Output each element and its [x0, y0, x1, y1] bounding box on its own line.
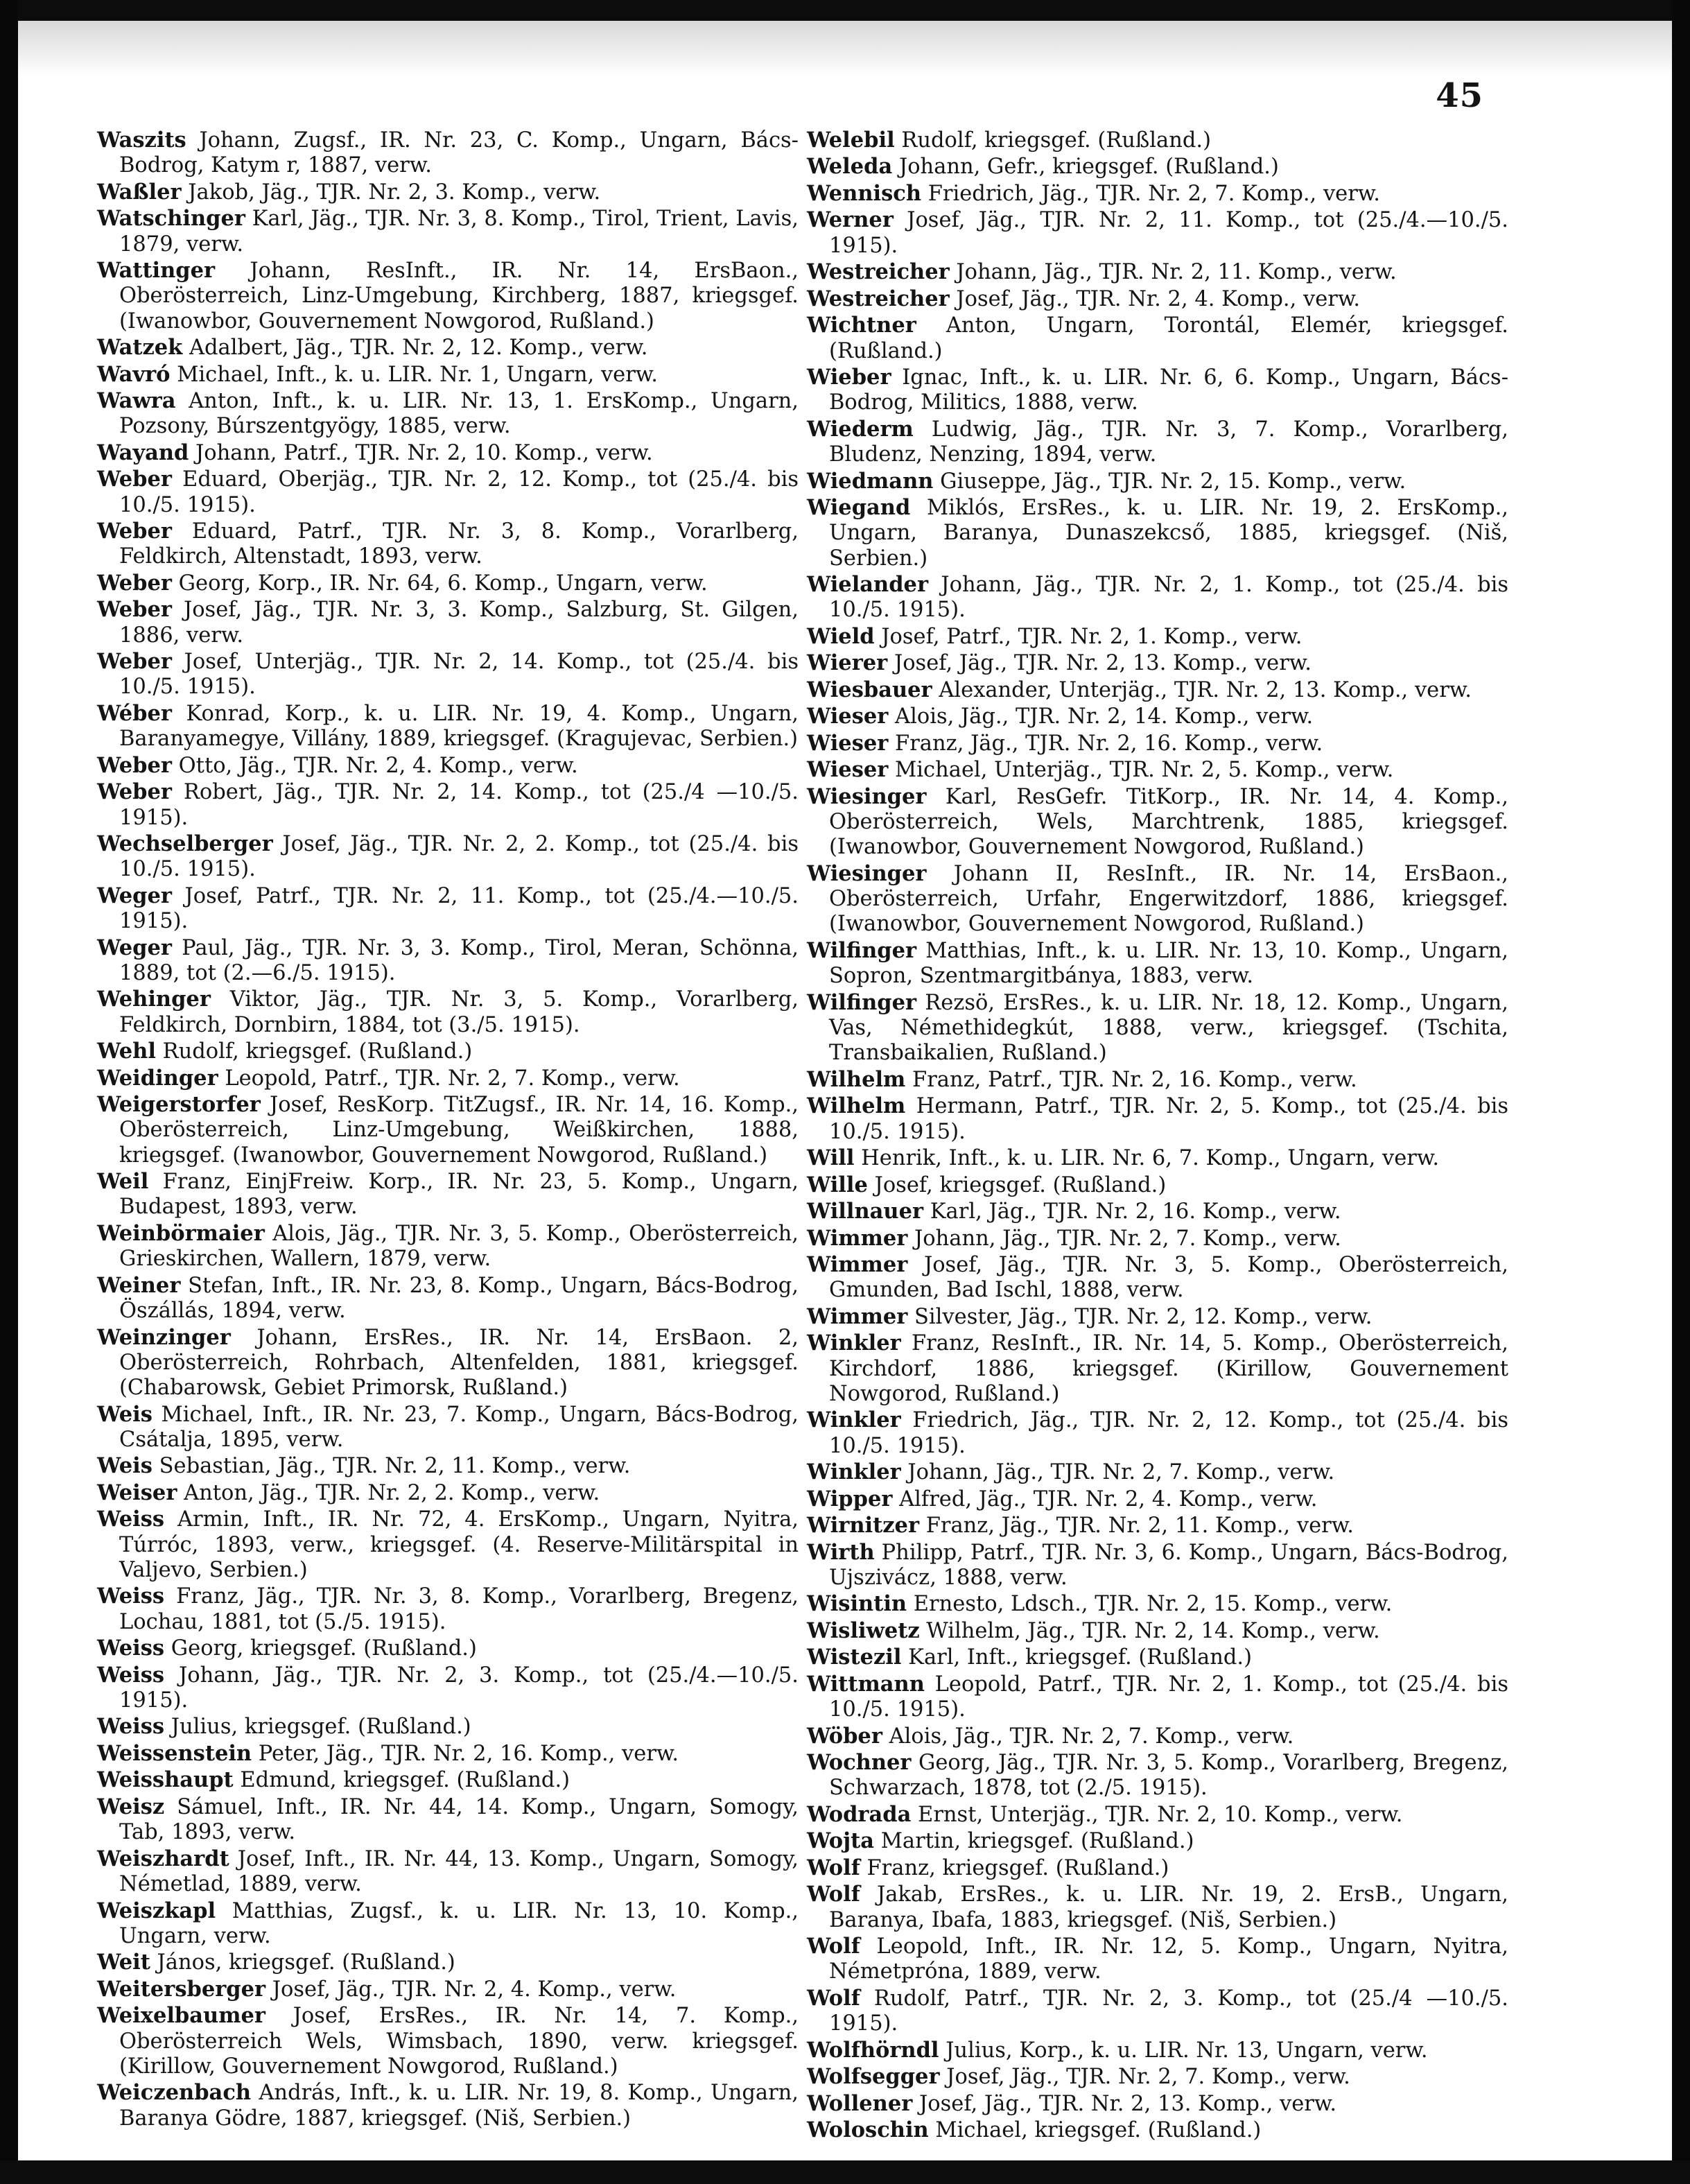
- entry-details: Franz, Patrf., TJR. Nr. 2, 16. Komp., verw.: [905, 1067, 1357, 1092]
- entry-details: Alfred, Jäg., TJR. Nr. 2, 4. Komp., verw.: [892, 1487, 1318, 1511]
- scan-border-bottom: [0, 2160, 1690, 2184]
- entry-details: Josef, kriegsgef. (Rußland.): [867, 1172, 1167, 1197]
- entry-surname: Wojta: [807, 1828, 874, 1854]
- list-item: [807, 1093, 1508, 1145]
- entry-details: Karl, Inft., kriegsgef. (Rußland.): [901, 1645, 1252, 1670]
- entry-details: Friedrich, Jäg., TJR. Nr. 2, 12. Komp., tot (25./4. bis 10./5. 1915).: [829, 1408, 1508, 1458]
- list-item: [97, 753, 799, 779]
- entry-details: Josef, Jäg., TJR. Nr. 2, 13. Komp., verw.: [887, 651, 1312, 676]
- list-item: [97, 597, 799, 648]
- list-item: [97, 335, 799, 361]
- list-item: [807, 1802, 1508, 1828]
- entry-surname: Wisliwetz: [807, 1618, 920, 1643]
- list-item: [807, 1407, 1508, 1459]
- list-item: [807, 1172, 1508, 1198]
- scan-border-right: [1672, 0, 1690, 2184]
- list-item: [97, 1402, 799, 1453]
- entry-surname: Wieser: [807, 730, 889, 756]
- list-item: [807, 784, 1508, 860]
- entry-surname: Weleda: [807, 154, 893, 180]
- entry-details: Johann, Jäg., TJR. Nr. 2, 3. Komp., tot (25./4.—10./5. 1915).: [119, 1663, 799, 1713]
- list-item: [807, 1986, 1508, 2037]
- list-item: [807, 1750, 1508, 1801]
- entry-details: Armin, Inft., IR. Nr. 72, 4. ErsKomp., Ungarn, Nyitra, Túrróc, 1893, verw., kriegsgef. (4. Reserve-Militärspital in Valjevo, Serbien.): [119, 1507, 799, 1582]
- list-item: [807, 154, 1508, 180]
- entry-surname: Weinbörmaier: [97, 1220, 265, 1246]
- entry-details: Ernesto, Ldsch., TJR. Nr. 2, 15. Komp., verw.: [907, 1592, 1393, 1617]
- entry-surname: Weinzinger: [97, 1324, 231, 1350]
- entry-details: Hermann, Patrf., TJR. Nr. 2, 5. Komp., tot (25./4. bis 10./5. 1915).: [829, 1094, 1508, 1144]
- entry-details: Paul, Jäg., TJR. Nr. 3, 3. Komp., Tirol, Meran, Schönna, 1889, tot (2.—6./5. 1915).: [119, 935, 799, 985]
- list-item: [807, 1724, 1508, 1749]
- entry-details: Josef, Patrf., TJR. Nr. 2, 1. Komp., verw.: [874, 624, 1303, 649]
- entry-surname: Westreicher: [807, 286, 950, 311]
- entry-surname: Weber: [97, 519, 172, 544]
- entry-surname: Wilhelm: [807, 1093, 906, 1119]
- entry-details: Johann, Zugsf., IR. Nr. 23, C. Komp., Ungarn, Bács-Bodrog, Katym r, 1887, verw.: [119, 128, 799, 178]
- list-item: [807, 624, 1508, 650]
- entry-surname: Wolf: [807, 1985, 860, 2011]
- entry-surname: Wittmann: [807, 1671, 925, 1697]
- list-item: [807, 1855, 1508, 1881]
- entry-surname: Wisintin: [807, 1591, 907, 1617]
- entry-details: Josef, Jäg., TJR. Nr. 3, 5. Komp., Oberösterreich, Gmunden, Bad Ischl, 1888, verw.: [829, 1253, 1508, 1303]
- entry-surname: Wawra: [97, 388, 176, 414]
- entry-surname: Weber: [97, 597, 172, 623]
- entry-details: Franz, Jäg., TJR. Nr. 2, 16. Komp., verw.: [888, 731, 1323, 756]
- right-column: [807, 128, 1508, 2144]
- list-item: [97, 1663, 799, 1714]
- list-item: [97, 467, 799, 518]
- list-item: [807, 1591, 1508, 1617]
- list-item: [97, 1794, 799, 1846]
- entry-surname: Wöber: [807, 1723, 882, 1749]
- list-item: [97, 1846, 799, 1898]
- entry-details: Franz, ResInft., IR. Nr. 14, 5. Komp., Oberösterreich, Kirchdorf, 1886, kriegsgef. (Kirillow, Gouvernement Nowgorod, Rußland.): [829, 1331, 1508, 1406]
- entry-surname: Weiner: [97, 1272, 181, 1298]
- list-item: [97, 440, 799, 466]
- entry-surname: Weis: [97, 1453, 153, 1479]
- entry-details: Jakob, Jäg., TJR. Nr. 2, 3. Komp., verw.: [181, 180, 601, 205]
- entry-details: Leopold, Patrf., TJR. Nr. 2, 1. Komp., tot (25./4. bis 10./5. 1915).: [829, 1672, 1508, 1722]
- entry-details: Josef, ResKorp. TitZugsf., IR. Nr. 14, 16. Komp., Oberösterreich, Linz-Umgebung, Weißkirchen, 1888, kriegsgef. (Iwanowbor, Gouvernement Nowgorod, Rußland.): [119, 1093, 799, 1168]
- entry-details: Karl, Jäg., TJR. Nr. 2, 16. Komp., verw.: [923, 1199, 1341, 1224]
- list-item: [807, 650, 1508, 676]
- entry-surname: Wayand: [97, 440, 189, 465]
- list-item: [97, 1584, 799, 1635]
- list-item: [807, 1459, 1508, 1485]
- entry-surname: Winkler: [807, 1331, 901, 1356]
- list-item: [807, 1618, 1508, 1644]
- list-item: [807, 1304, 1508, 1330]
- list-item: [807, 1513, 1508, 1539]
- entry-surname: Woloschin: [807, 2117, 929, 2143]
- entry-details: Johann, Jäg., TJR. Nr. 2, 7. Komp., verw.: [900, 1460, 1335, 1485]
- list-item: [807, 365, 1508, 416]
- entry-details: Johann, Patrf., TJR. Nr. 2, 10. Komp., verw.: [189, 440, 653, 465]
- list-item: [807, 1067, 1508, 1093]
- entry-details: Giuseppe, Jäg., TJR. Nr. 2, 15. Komp., verw.: [933, 469, 1406, 494]
- entry-details: Sebastian, Jäg., TJR. Nr. 2, 11. Komp., verw.: [152, 1454, 631, 1479]
- entry-surname: Weber: [97, 467, 172, 492]
- entry-details: Peter, Jäg., TJR. Nr. 2, 16. Komp., verw.: [252, 1741, 679, 1766]
- list-item: [97, 1950, 799, 1975]
- entry-details: Alois, Jäg., TJR. Nr. 3, 5. Komp., Oberösterreich, Grieskirchen, Wallern, 1879, verw.: [119, 1221, 799, 1272]
- entry-details: Josef, Patrf., TJR. Nr. 2, 11. Komp., tot (25./4.—10./5. 1915).: [119, 883, 799, 934]
- entry-details: Josef, Jäg., TJR. Nr. 2, 4. Komp., verw.: [265, 1977, 677, 2002]
- entry-details: Rudolf, Patrf., TJR. Nr. 2, 3. Komp., tot (25./4 —10./5. 1915).: [829, 1986, 1508, 2036]
- entry-details: Josef, Jäg., TJR. Nr. 2, 2. Komp., tot (25./4. bis 10./5. 1915).: [119, 832, 799, 882]
- entry-details: János, kriegsgef. (Rußland.): [150, 1950, 455, 1975]
- list-item: [807, 1331, 1508, 1407]
- entry-surname: Wehinger: [97, 987, 211, 1012]
- entry-details: Franz, Jäg., TJR. Nr. 2, 11. Komp., verw.: [919, 1514, 1354, 1539]
- entry-details: Sámuel, Inft., IR. Nr. 44, 14. Komp., Ungarn, Somogy, Tab, 1893, verw.: [119, 1794, 799, 1845]
- entry-details: Johann, ErsRes., IR. Nr. 14, ErsBaon. 2, Oberösterreich, Rohrbach, Altenfelden, 1881, kriegsgef. (Chabarowsk, Gebiet Primorsk, Rußland.): [119, 1325, 799, 1401]
- list-item: [807, 469, 1508, 494]
- list-item: [97, 1767, 799, 1793]
- entry-details: Georg, Korp., IR. Nr. 64, 6. Komp., Ungarn, verw.: [171, 571, 708, 596]
- entry-surname: Wattinger: [97, 258, 216, 284]
- entry-details: Michael, kriegsgef. (Rußland.): [928, 2118, 1262, 2143]
- list-item: [807, 2091, 1508, 2117]
- entry-surname: Wilhelm: [807, 1066, 906, 1092]
- list-item: [97, 362, 799, 388]
- entry-details: Henrik, Inft., k. u. LIR. Nr. 6, 7. Komp., Ungarn, verw.: [854, 1146, 1440, 1171]
- entry-details: Johann II, ResInft., IR. Nr. 14, ErsBaon., Oberösterreich, Urfahr, Engerwitzdorf, 1886, kriegsgef. (Iwanowbor, Gouvernement Nowgorod, Rußland.): [829, 861, 1508, 937]
- entry-details: Alois, Jäg., TJR. Nr. 2, 7. Komp., verw.: [882, 1724, 1294, 1749]
- entry-details: Rudolf, kriegsgef. (Rußland.): [894, 128, 1211, 153]
- entry-details: Otto, Jäg., TJR. Nr. 2, 4. Komp., verw.: [171, 753, 578, 778]
- entry-surname: Welebil: [807, 128, 895, 153]
- entry-surname: Wieser: [807, 704, 889, 729]
- list-item: [807, 1672, 1508, 1723]
- entry-surname: Wichtner: [807, 313, 916, 338]
- list-item: [97, 1169, 799, 1220]
- entry-details: Friedrich, Jäg., TJR. Nr. 2, 7. Komp., verw.: [921, 181, 1380, 206]
- entry-details: Eduard, Patrf., TJR. Nr. 3, 8. Komp., Vorarlberg, Feldkirch, Altenstadt, 1893, verw.: [119, 519, 799, 569]
- list-item: [97, 1507, 799, 1583]
- entry-surname: Wierer: [807, 650, 888, 676]
- entry-details: Anton, Jäg., TJR. Nr. 2, 2. Komp., verw.: [177, 1480, 600, 1505]
- entry-details: Johann, ResInft., IR. Nr. 14, ErsBaon., Oberösterreich, Linz-Umgebung, Kirchberg, 1887, kriegsgef. (Iwanowbor, Gouvernement Nowgorod, Rußland.): [119, 259, 799, 333]
- list-item: [97, 1636, 799, 1661]
- entry-surname: Wilfinger: [807, 989, 917, 1015]
- entry-details: Julius, Korp., k. u. LIR. Nr. 13, Ungarn, verw.: [939, 2038, 1428, 2063]
- list-item: [807, 286, 1508, 312]
- entry-details: Michael, Inft., k. u. LIR. Nr. 1, Ungarn, verw.: [170, 362, 658, 387]
- list-item: [97, 649, 799, 700]
- entry-surname: Wavró: [97, 361, 171, 387]
- entry-surname: Wéber: [97, 700, 172, 726]
- entry-surname: Winkler: [807, 1407, 901, 1433]
- entry-surname: Wield: [807, 623, 875, 649]
- entry-details: Karl, ResGefr. TitKorp., IR. Nr. 14, 4. Komp., Oberösterreich, Wels, Marchtrenk, 1885, kriegsgef. (Iwanowbor, Gouvernement Nowgorod, Rußland.): [829, 784, 1508, 860]
- entry-surname: Wiederm: [807, 416, 914, 442]
- list-item: [807, 313, 1508, 364]
- list-item: [807, 1934, 1508, 1985]
- list-item: [807, 1645, 1508, 1670]
- entry-details: Franz, Jäg., TJR. Nr. 3, 8. Komp., Vorarlberg, Bregenz, Lochau, 1881, tot (5./5. 1915).: [119, 1584, 799, 1634]
- entry-surname: Weitersberger: [97, 1976, 266, 2002]
- list-item: [807, 572, 1508, 623]
- entry-details: Alois, Jäg., TJR. Nr. 2, 14. Komp., verw.: [888, 704, 1314, 729]
- entry-surname: Weiczenbach: [97, 2080, 252, 2106]
- entry-surname: Weissenstein: [97, 1740, 252, 1766]
- entry-surname: Westreicher: [807, 259, 950, 285]
- page-number: 45: [1436, 76, 1483, 115]
- entry-surname: Watzek: [97, 335, 183, 361]
- entry-details: Josef, Inft., IR. Nr. 44, 13. Komp., Ungarn, Somogy, Németlad, 1889, verw.: [119, 1846, 799, 1897]
- entry-details: Wilhelm, Jäg., TJR. Nr. 2, 14. Komp., verw.: [919, 1618, 1380, 1643]
- entry-details: Martin, kriegsgef. (Rußland.): [874, 1829, 1194, 1854]
- entry-details: Josef, Jäg., TJR. Nr. 2, 4. Komp., verw.: [949, 286, 1361, 311]
- entry-surname: Wipper: [807, 1486, 893, 1511]
- list-item: [807, 1252, 1508, 1303]
- entry-surname: Wollener: [807, 2090, 913, 2116]
- entry-surname: Weiser: [97, 1480, 177, 1505]
- list-item: [97, 128, 799, 179]
- entry-details: Josef, Jäg., TJR. Nr. 2, 13. Komp., verw.: [912, 2091, 1337, 2116]
- entry-surname: Weisz: [97, 1794, 165, 1819]
- list-item: [807, 1540, 1508, 1591]
- entry-surname: Weis: [97, 1401, 153, 1427]
- entry-details: Ludwig, Jäg., TJR. Nr. 3, 7. Komp., Vorarlberg, Bludenz, Nenzing, 1894, verw.: [829, 417, 1508, 467]
- list-item: [807, 495, 1508, 571]
- entry-surname: Wennisch: [807, 180, 922, 206]
- entry-surname: Wilfinger: [807, 937, 917, 963]
- list-item: [807, 1145, 1508, 1171]
- entry-surname: Weil: [97, 1169, 149, 1195]
- list-item: [97, 1977, 799, 2002]
- entry-details: Matthias, Zugsf., k. u. LIR. Nr. 13, 10. Komp., Ungarn, verw.: [119, 1898, 799, 1948]
- list-item: [807, 1199, 1508, 1224]
- entry-surname: Wimmer: [807, 1303, 908, 1329]
- list-item: [97, 1325, 799, 1401]
- entry-surname: Willnauer: [807, 1199, 924, 1224]
- entry-details: Leopold, Inft., IR. Nr. 12, 5. Komp., Ungarn, Nyitra, Németpróna, 1889, verw.: [829, 1934, 1508, 1984]
- entry-surname: Werner: [807, 207, 894, 233]
- entry-surname: Wiedmann: [807, 468, 934, 494]
- entry-surname: Wolfhörndl: [807, 2037, 939, 2063]
- entry-surname: Will: [807, 1145, 855, 1171]
- list-item: [97, 1092, 799, 1168]
- list-item: [97, 1453, 799, 1479]
- entry-details: Ignac, Inft., k. u. LIR. Nr. 6, 6. Komp., Ungarn, Bács-Bodrog, Militics, 1888, verw.: [829, 365, 1508, 415]
- entry-surname: Wehl: [97, 1039, 156, 1064]
- entry-details: Josef, Jäg., TJR. Nr. 2, 11. Komp., tot (25./4.—10./5. 1915).: [829, 208, 1508, 258]
- entry-details: Stefan, Inft., IR. Nr. 23, 8. Komp., Ungarn, Bács-Bodrog, Öszállás, 1894, verw.: [119, 1273, 799, 1324]
- entry-details: Josef, Jäg., TJR. Nr. 2, 7. Komp., verw.: [939, 2065, 1350, 2090]
- entry-surname: Weiss: [97, 1662, 165, 1688]
- list-item: [807, 417, 1508, 468]
- entry-details: Edmund, kriegsgef. (Rußland.): [233, 1768, 570, 1793]
- entry-surname: Wimmer: [807, 1252, 908, 1278]
- list-item: [97, 935, 799, 987]
- entry-details: Michael, Unterjäg., TJR. Nr. 2, 5. Komp., verw.: [888, 758, 1394, 783]
- entry-details: Julius, kriegsgef. (Rußland.): [164, 1715, 471, 1740]
- entry-surname: Waszits: [97, 128, 186, 153]
- entry-surname: Waßler: [97, 179, 182, 205]
- entry-details: Franz, EinjFreiw. Korp., IR. Nr. 23, 5. Komp., Ungarn, Budapest, 1893, verw.: [119, 1170, 799, 1220]
- entry-details: Leopold, Patrf., TJR. Nr. 2, 7. Komp., verw.: [218, 1066, 680, 1091]
- list-item: [97, 1480, 799, 1506]
- entry-surname: Wechselberger: [97, 831, 273, 857]
- entry-details: Georg, kriegsgef. (Rußland.): [164, 1636, 477, 1661]
- entry-surname: Wirth: [807, 1539, 875, 1565]
- list-item: [97, 2080, 799, 2131]
- entry-surname: Weigerstorfer: [97, 1092, 261, 1118]
- entry-details: Rudolf, kriegsgef. (Rußland.): [155, 1039, 473, 1064]
- entry-details: Eduard, Oberjäg., TJR. Nr. 2, 12. Komp., tot (25./4. bis 10./5. 1915).: [119, 467, 799, 517]
- entry-surname: Winkler: [807, 1459, 901, 1485]
- entry-surname: Watschinger: [97, 206, 245, 232]
- entry-surname: Wolfsegger: [807, 2064, 940, 2090]
- entry-details: Karl, Jäg., TJR. Nr. 3, 8. Komp., Tirol, Trient, Lavis, 1879, verw.: [119, 207, 799, 257]
- list-item: [97, 1221, 799, 1272]
- entry-details: Josef, ErsRes., IR. Nr. 14, 7. Komp., Oberösterreich Wels, Wimsbach, 1890, verw. kriegsgef. (Kirillow, Gouvernement Nowgorod, Rußland.): [119, 2004, 799, 2079]
- entry-surname: Wieser: [807, 757, 889, 783]
- entry-surname: Weiss: [97, 1584, 165, 1609]
- list-item: [807, 128, 1508, 153]
- entry-surname: Weixelbaumer: [97, 2003, 265, 2029]
- list-item: [807, 2038, 1508, 2063]
- entry-details: Franz, kriegsgef. (Rußland.): [860, 1855, 1169, 1880]
- entry-surname: Wiesbauer: [807, 677, 932, 702]
- list-item: [807, 1882, 1508, 1933]
- entry-details: Josef, Jäg., TJR. Nr. 3, 3. Komp., Salzburg, St. Gilgen, 1886, verw.: [119, 598, 799, 648]
- scan-border-top: [0, 0, 1690, 21]
- entry-details: Johann, Gefr., kriegsgef. (Rußland.): [892, 155, 1279, 180]
- entry-surname: Wiesinger: [807, 860, 927, 886]
- entry-surname: Wiegand: [807, 495, 911, 521]
- list-item: [97, 388, 799, 440]
- list-item: [97, 519, 799, 570]
- entry-surname: Wimmer: [807, 1225, 908, 1251]
- list-item: [807, 861, 1508, 937]
- entry-surname: Weber: [97, 649, 172, 675]
- list-item: [807, 731, 1508, 756]
- left-column: [97, 128, 799, 2132]
- entry-surname: Weber: [97, 752, 172, 778]
- entry-details: Konrad, Korp., k. u. LIR. Nr. 19, 4. Komp., Ungarn, Baranyamegye, Villány, 1889, kriegsgef. (Kragujevac, Serbien.): [119, 701, 799, 752]
- entry-surname: Wolf: [807, 1882, 860, 1907]
- list-item: [97, 1898, 799, 1950]
- list-item: [807, 1487, 1508, 1512]
- entry-surname: Wielander: [807, 572, 929, 598]
- entry-details: Jakab, ErsRes., k. u. LIR. Nr. 19, 2. ErsB., Ungarn, Baranya, Ibafa, 1883, kriegsgef. (Niš, Serbien.): [829, 1882, 1508, 1932]
- list-item: [807, 207, 1508, 259]
- list-item: [807, 757, 1508, 783]
- list-item: [97, 258, 799, 334]
- list-item: [97, 1741, 799, 1767]
- entry-details: Anton, Inft., k. u. LIR. Nr. 13, 1. ErsKomp., Ungarn, Pozsony, Búrszentgyögy, 1885, verw.: [119, 389, 799, 439]
- entry-surname: Weiss: [97, 1714, 165, 1740]
- list-item: [97, 987, 799, 1038]
- entry-details: Alexander, Unterjäg., TJR. Nr. 2, 13. Komp., verw.: [932, 677, 1472, 702]
- list-item: [97, 701, 799, 752]
- list-item: [97, 571, 799, 596]
- list-item: [97, 2003, 799, 2079]
- entry-surname: Weidinger: [97, 1065, 218, 1091]
- list-item: [807, 2064, 1508, 2090]
- entry-surname: Wistezil: [807, 1645, 902, 1670]
- entry-details: Johann, Jäg., TJR. Nr. 2, 7. Komp., verw.: [907, 1226, 1341, 1251]
- entry-surname: Wiesinger: [807, 783, 927, 809]
- list-item: [807, 1828, 1508, 1854]
- entry-details: Johann, Jäg., TJR. Nr. 2, 1. Komp., tot (25./4. bis 10./5. 1915).: [829, 573, 1508, 623]
- entry-surname: Weger: [97, 883, 172, 908]
- scan-border-left: [0, 0, 18, 2184]
- list-item: [97, 1066, 799, 1091]
- list-item: [807, 677, 1508, 703]
- list-item: [97, 831, 799, 883]
- entry-surname: Weiszhardt: [97, 1846, 229, 1871]
- list-item: [807, 1226, 1508, 1251]
- list-item: [807, 181, 1508, 207]
- entry-surname: Wille: [807, 1172, 868, 1197]
- list-item: [807, 259, 1508, 285]
- entry-details: Miklós, ErsRes., k. u. LIR. Nr. 19, 2. ErsKomp., Ungarn, Baranya, Dunaszekcső, 1885, kriegsgef. (Niš, Serbien.): [829, 496, 1508, 571]
- entry-details: Johann, Jäg., TJR. Nr. 2, 11. Komp., verw.: [949, 260, 1397, 285]
- entry-surname: Weit: [97, 1950, 150, 1975]
- entry-surname: Weger: [97, 935, 172, 960]
- entry-details: Josef, Unterjäg., TJR. Nr. 2, 14. Komp., tot (25./4. bis 10./5. 1915).: [119, 650, 799, 700]
- entry-surname: Wolf: [807, 1934, 860, 1959]
- list-item: [97, 180, 799, 205]
- list-item: [97, 883, 799, 935]
- entry-surname: Wochner: [807, 1750, 912, 1776]
- list-item: [97, 1039, 799, 1064]
- list-item: [97, 1714, 799, 1740]
- list-item: [807, 704, 1508, 729]
- list-item: [97, 1273, 799, 1324]
- entry-details: Robert, Jäg., TJR. Nr. 2, 14. Komp., tot (25./4 —10./5. 1915).: [119, 780, 799, 830]
- entry-details: Rezsö, ErsRes., k. u. LIR. Nr. 18, 12. Komp., Ungarn, Vas, Némethidegkút, 1888, verw., kriegsgef. (Tschita, Transbaikalien, Rußland.): [829, 990, 1508, 1066]
- entry-surname: Weber: [97, 570, 172, 596]
- entry-surname: Weisshaupt: [97, 1767, 234, 1793]
- entry-details: Silvester, Jäg., TJR. Nr. 2, 12. Komp., verw.: [907, 1304, 1373, 1329]
- entry-details: Anton, Ungarn, Torontál, Elemér, kriegsgef. (Rußland.): [829, 313, 1508, 363]
- entry-details: Michael, Inft., IR. Nr. 23, 7. Komp., Ungarn, Bács-Bodrog, Csátalja, 1895, verw.: [119, 1402, 799, 1452]
- entry-surname: Weiss: [97, 1507, 165, 1532]
- list-item: [807, 938, 1508, 989]
- entry-details: Adalbert, Jäg., TJR. Nr. 2, 12. Komp., verw.: [182, 336, 648, 361]
- entry-surname: Wolf: [807, 1855, 860, 1880]
- entry-details: Viktor, Jäg., TJR. Nr. 3, 5. Komp., Vorarlberg, Feldkirch, Dornbirn, 1884, tot (3./5. 1915).: [119, 987, 799, 1037]
- list-item: [97, 779, 799, 831]
- list-item: [807, 2117, 1508, 2143]
- scan-edge-shadow: [18, 21, 1672, 76]
- entry-surname: Weiszkapl: [97, 1898, 216, 1923]
- entry-surname: Wieber: [807, 364, 891, 390]
- entry-surname: Weber: [97, 779, 172, 805]
- list-item: [97, 206, 799, 257]
- entry-surname: Wodrada: [807, 1801, 912, 1827]
- entry-details: András, Inft., k. u. LIR. Nr. 19, 8. Komp., Ungarn, Baranya Gödre, 1887, kriegsgef. (Niš, Serbien.): [119, 2081, 799, 2131]
- entry-details: Ernst, Unterjäg., TJR. Nr. 2, 10. Komp., verw.: [911, 1802, 1403, 1827]
- entry-surname: Weiss: [97, 1636, 165, 1661]
- list-item: [807, 990, 1508, 1066]
- entry-surname: Wirnitzer: [807, 1513, 920, 1539]
- entry-details: Philipp, Patrf., TJR. Nr. 3, 6. Komp., Ungarn, Bács-Bodrog, Ujszivácz, 1888, verw.: [829, 1540, 1508, 1590]
- entry-details: Georg, Jäg., TJR. Nr. 3, 5. Komp., Vorarlberg, Bregenz, Schwarzach, 1878, tot (2./5. 1915).: [829, 1751, 1508, 1801]
- entry-details: Matthias, Inft., k. u. LIR. Nr. 13, 10. Komp., Ungarn, Sopron, Szentmargitbánya, 1883, verw.: [829, 938, 1508, 989]
